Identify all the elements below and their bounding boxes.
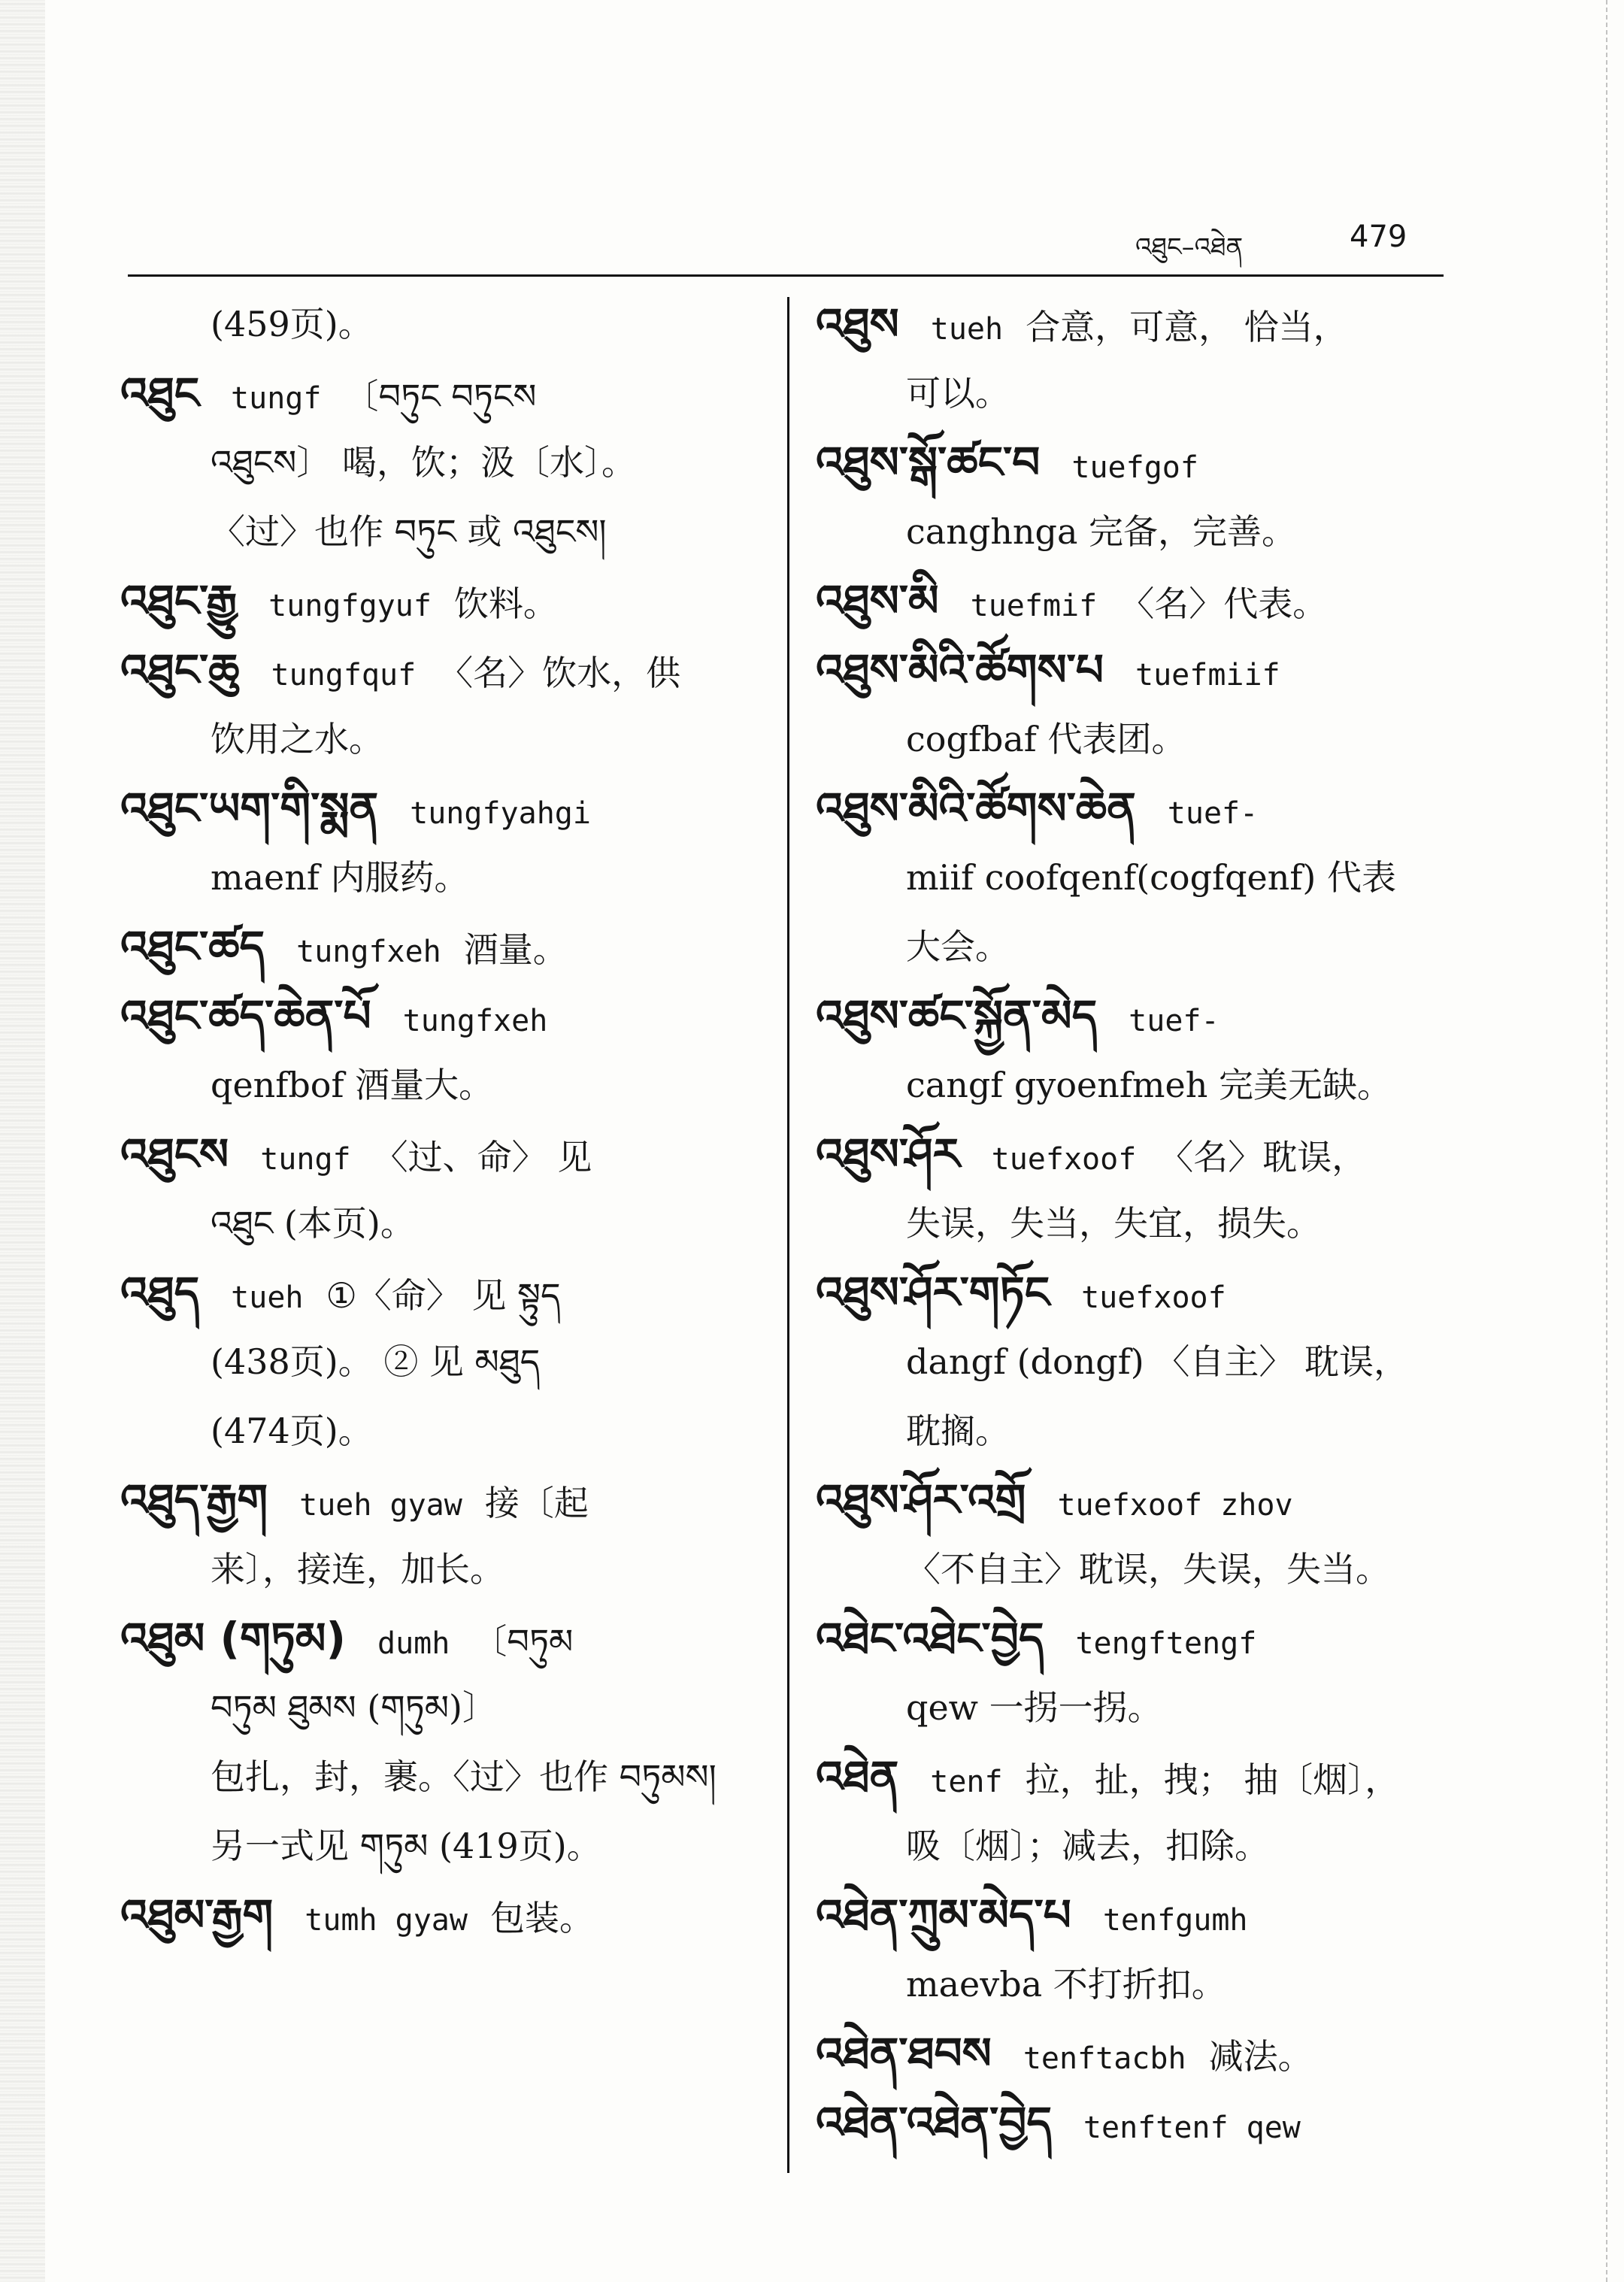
dictionary-entry	[120, 912, 752, 981]
dictionary-entry	[816, 428, 1470, 497]
dictionary-entry	[816, 981, 1470, 1050]
entry-gloss: 包装。	[489, 1898, 594, 1938]
entry-romanization: tungfxeh	[296, 935, 441, 969]
entry-gloss: 失误，失当，失宜，损失。	[906, 1203, 1321, 1244]
entry-headword: འཐུང་ཡག་གི་སྨན	[120, 783, 379, 834]
dictionary-entry	[816, 774, 1470, 843]
entry-gloss: 可以。	[906, 373, 1010, 414]
entry-continuation	[816, 705, 1470, 774]
entry-continuation	[816, 1396, 1470, 1465]
dictionary-entry	[816, 1258, 1470, 1327]
entry-romanization: tungf	[260, 1142, 351, 1177]
entry-headword: འཐུང	[120, 368, 200, 419]
right-column	[816, 289, 1470, 2157]
entry-gloss: 〈过〉也作 བཏུང 或 འཐུངས།	[211, 511, 607, 552]
entry-continuation	[816, 1811, 1470, 1880]
entry-gloss: 〈名〉饮水，供	[438, 653, 681, 693]
entry-headword: འཐེན་ཐབས	[816, 2028, 992, 2079]
entry-continuation	[816, 1327, 1470, 1396]
entry-gloss: 拉，扯，拽； 抽〔烟〕，	[1025, 1759, 1400, 1800]
entry-continuation	[120, 1673, 752, 1742]
entry-headword: འཐུད	[120, 1267, 200, 1318]
entry-headword: འཐེན	[816, 1751, 899, 1802]
entry-continuation	[120, 1396, 752, 1465]
column-divider	[787, 297, 789, 2173]
entry-continuation	[120, 428, 752, 497]
entry-gloss: (459页)。	[211, 304, 373, 344]
entry-continuation	[120, 1327, 752, 1396]
entry-continuation	[816, 1050, 1470, 1120]
entry-romanization: dumh	[377, 1626, 450, 1661]
entry-headword: འཐུས་མི	[816, 575, 939, 626]
entry-gloss: qenfbof 酒量大。	[211, 1065, 494, 1105]
dictionary-entry	[120, 1880, 752, 1950]
entry-gloss: 〔བཏུམ	[472, 1621, 574, 1662]
dictionary-entry	[120, 359, 752, 428]
entry-romanization: tuefxoof zhov	[1057, 1488, 1293, 1523]
entry-romanization: tumh gyaw	[304, 1903, 468, 1938]
entry-continuation	[120, 1811, 752, 1880]
dictionary-entry	[816, 1880, 1470, 1950]
header-rule	[128, 274, 1444, 277]
entry-gloss: (438页)。 ② 见 མཐུད	[211, 1341, 541, 1382]
entry-continuation	[816, 1535, 1470, 1604]
entry-gloss: 〈过、命〉 见	[373, 1137, 592, 1177]
entry-continuation	[120, 1189, 752, 1258]
entry-headword: འཐུངས	[120, 1129, 229, 1180]
entry-romanization: tungfxeh	[402, 1004, 548, 1038]
entry-gloss: qew 一拐一拐。	[906, 1687, 1162, 1728]
entry-gloss: ①〈命〉 见 སྟུད	[326, 1275, 561, 1316]
dictionary-entry	[816, 635, 1470, 705]
entry-continuation	[120, 1050, 752, 1120]
entry-headword: འཐུད་རྒྱག	[120, 1474, 268, 1526]
entry-gloss: བཏུམ ཐུམས (གཏུམ)〕	[211, 1687, 497, 1728]
entry-headword: འཐུས་ཤོར་འགྲོ	[816, 1474, 1026, 1526]
entry-romanization: tungfquf	[271, 658, 417, 692]
entry-gloss: 酒量。	[463, 929, 568, 970]
entry-continuation	[120, 497, 752, 566]
entry-headword: འཐུས	[816, 299, 899, 350]
entry-gloss: (474页)。	[211, 1411, 373, 1451]
entry-romanization: tenfgumh	[1102, 1903, 1248, 1938]
entry-romanization: tengftengf	[1075, 1626, 1257, 1661]
dictionary-entry	[120, 1258, 752, 1327]
scan-edge-right	[1606, 0, 1624, 2282]
entry-gloss: 耽搁。	[906, 1411, 1010, 1451]
entry-headword: འཐུམ་རྒྱག	[120, 1890, 274, 1941]
entry-romanization: tuefxoof	[1081, 1280, 1226, 1315]
entry-romanization: tueh gyaw	[299, 1488, 462, 1523]
page-number: 479	[1350, 220, 1407, 254]
dictionary-entry	[120, 566, 752, 635]
dictionary-entry	[816, 2088, 1470, 2157]
entry-headword: འཐེན་ཀྲུམ་མེད་པ	[816, 1890, 1071, 1941]
entry-headword: འཐུས་ཤོར	[816, 1129, 960, 1180]
dictionary-entry	[816, 1465, 1470, 1535]
entry-continuation	[120, 705, 752, 774]
entry-gloss: maenf 内服药。	[211, 857, 469, 898]
entry-romanization: tenf	[930, 1765, 1003, 1799]
entry-romanization: tuefmiif	[1135, 658, 1280, 692]
dictionary-entry	[120, 774, 752, 843]
entry-gloss: 〈名〉代表。	[1120, 583, 1328, 624]
dictionary-entry	[816, 566, 1470, 635]
entry-continuation	[120, 289, 752, 359]
entry-gloss: 饮料。	[453, 583, 558, 624]
dictionary-entry	[816, 1742, 1470, 1811]
dictionary-entry	[120, 1120, 752, 1189]
left-column	[120, 289, 752, 1950]
entry-gloss: 另一式见 གཏུམ (419页)。	[211, 1826, 601, 1866]
entry-gloss: 合意，可意， 恰当，	[1026, 307, 1348, 347]
entry-gloss: 来〕，接连，加长。	[211, 1549, 504, 1590]
entry-gloss: འཐུངས〕 喝，饮；汲〔水〕。	[211, 442, 636, 483]
entry-gloss: cogfbaf 代表团。	[906, 719, 1186, 759]
entry-romanization: tungfgyuf	[268, 589, 432, 623]
entry-romanization: tenftenf qew	[1083, 2111, 1301, 2145]
entry-gloss: canghnga 完备，完善。	[906, 511, 1297, 552]
dictionary-entry	[120, 635, 752, 705]
entry-headword: འཐུང་ཆུ	[120, 644, 240, 696]
entry-continuation	[120, 843, 752, 912]
entry-headword: འཐུང་རྒྱུ	[120, 575, 238, 626]
dictionary-entry	[120, 1465, 752, 1535]
running-header-guide-words: འཐུང–འཐེན	[1135, 232, 1244, 262]
entry-gloss: cangf gyoenfmeh 完美无缺。	[906, 1065, 1392, 1105]
entry-headword: འཐུས་མིའི་ཚོགས་ཆེན	[816, 783, 1136, 834]
entry-romanization: tenftacbh	[1023, 2041, 1186, 2076]
entry-gloss: miif coofqenf(cogfqenf) 代表	[906, 857, 1396, 898]
entry-continuation	[816, 1950, 1470, 2019]
entry-headword: འཐེང་འཐེང་བྱེད	[816, 1613, 1044, 1664]
entry-gloss: 〈名〉耽误，	[1159, 1137, 1367, 1177]
entry-romanization: tuefxoof	[991, 1142, 1137, 1177]
entry-romanization: tueh	[231, 1280, 304, 1315]
dictionary-entry	[816, 1604, 1470, 1673]
entry-gloss: འཐུང (本页)。	[211, 1203, 415, 1244]
entry-gloss: 接〔起	[484, 1483, 589, 1523]
dictionary-entry	[120, 1604, 752, 1673]
scan-edge-left	[0, 0, 45, 2282]
entry-gloss: maevba 不打折扣。	[906, 1964, 1226, 2005]
entry-romanization: tungfyahgi	[410, 796, 591, 831]
entry-headword: འཐུས་སྒོ་ཚང་བ	[816, 437, 1041, 488]
dictionary-entry	[816, 289, 1470, 359]
entry-romanization: tuef-	[1167, 796, 1259, 831]
entry-gloss: 〈不自主〉耽误，失误，失当。	[906, 1549, 1390, 1590]
entry-continuation	[120, 1535, 752, 1604]
entry-romanization: tuefgof	[1071, 450, 1198, 485]
entry-gloss: dangf (dongf) 〈自主〉 耽误，	[906, 1341, 1408, 1382]
entry-gloss: 吸〔烟〕；减去，扣除。	[906, 1826, 1269, 1866]
entry-headword: འཐུང་ཚད	[120, 921, 265, 972]
entry-continuation	[816, 497, 1470, 566]
dictionary-entry	[120, 981, 752, 1050]
entry-continuation	[816, 1189, 1470, 1258]
entry-headword: འཐེན་འཐེན་བྱེད	[816, 2097, 1052, 2148]
entry-headword: འཐུམ (གཏུམ)	[120, 1613, 346, 1664]
entry-romanization: tueh	[930, 312, 1004, 347]
entry-headword: འཐུས་ཤོར་གཏོང	[816, 1267, 1050, 1318]
entry-headword: འཐུས་ཚང་སྐྱོན་མེད	[816, 990, 1098, 1041]
dictionary-entry	[816, 1120, 1470, 1189]
entry-gloss: 〔བཏུང བཏུངས	[344, 376, 537, 417]
entry-gloss: 包扎，封，裹。〈过〉也作 བཏུམས།	[211, 1756, 717, 1797]
entry-headword: འཐུས་མིའི་ཚོགས་པ	[816, 644, 1104, 696]
dictionary-entry	[816, 2019, 1470, 2088]
entry-romanization: tuefmif	[970, 589, 1098, 623]
entry-continuation	[120, 1742, 752, 1811]
entry-continuation	[816, 843, 1470, 912]
entry-romanization: tuef-	[1129, 1004, 1220, 1038]
entry-continuation	[816, 359, 1470, 428]
entry-gloss: 饮用之水。	[211, 719, 383, 759]
entry-headword: འཐུང་ཚད་ཆེན་པོ	[120, 990, 371, 1041]
entry-romanization: tungf	[231, 381, 322, 416]
entry-gloss: 大会。	[906, 926, 1010, 967]
entry-continuation	[816, 912, 1470, 981]
entry-continuation	[816, 1673, 1470, 1742]
entry-gloss: 减法。	[1208, 2036, 1313, 2077]
